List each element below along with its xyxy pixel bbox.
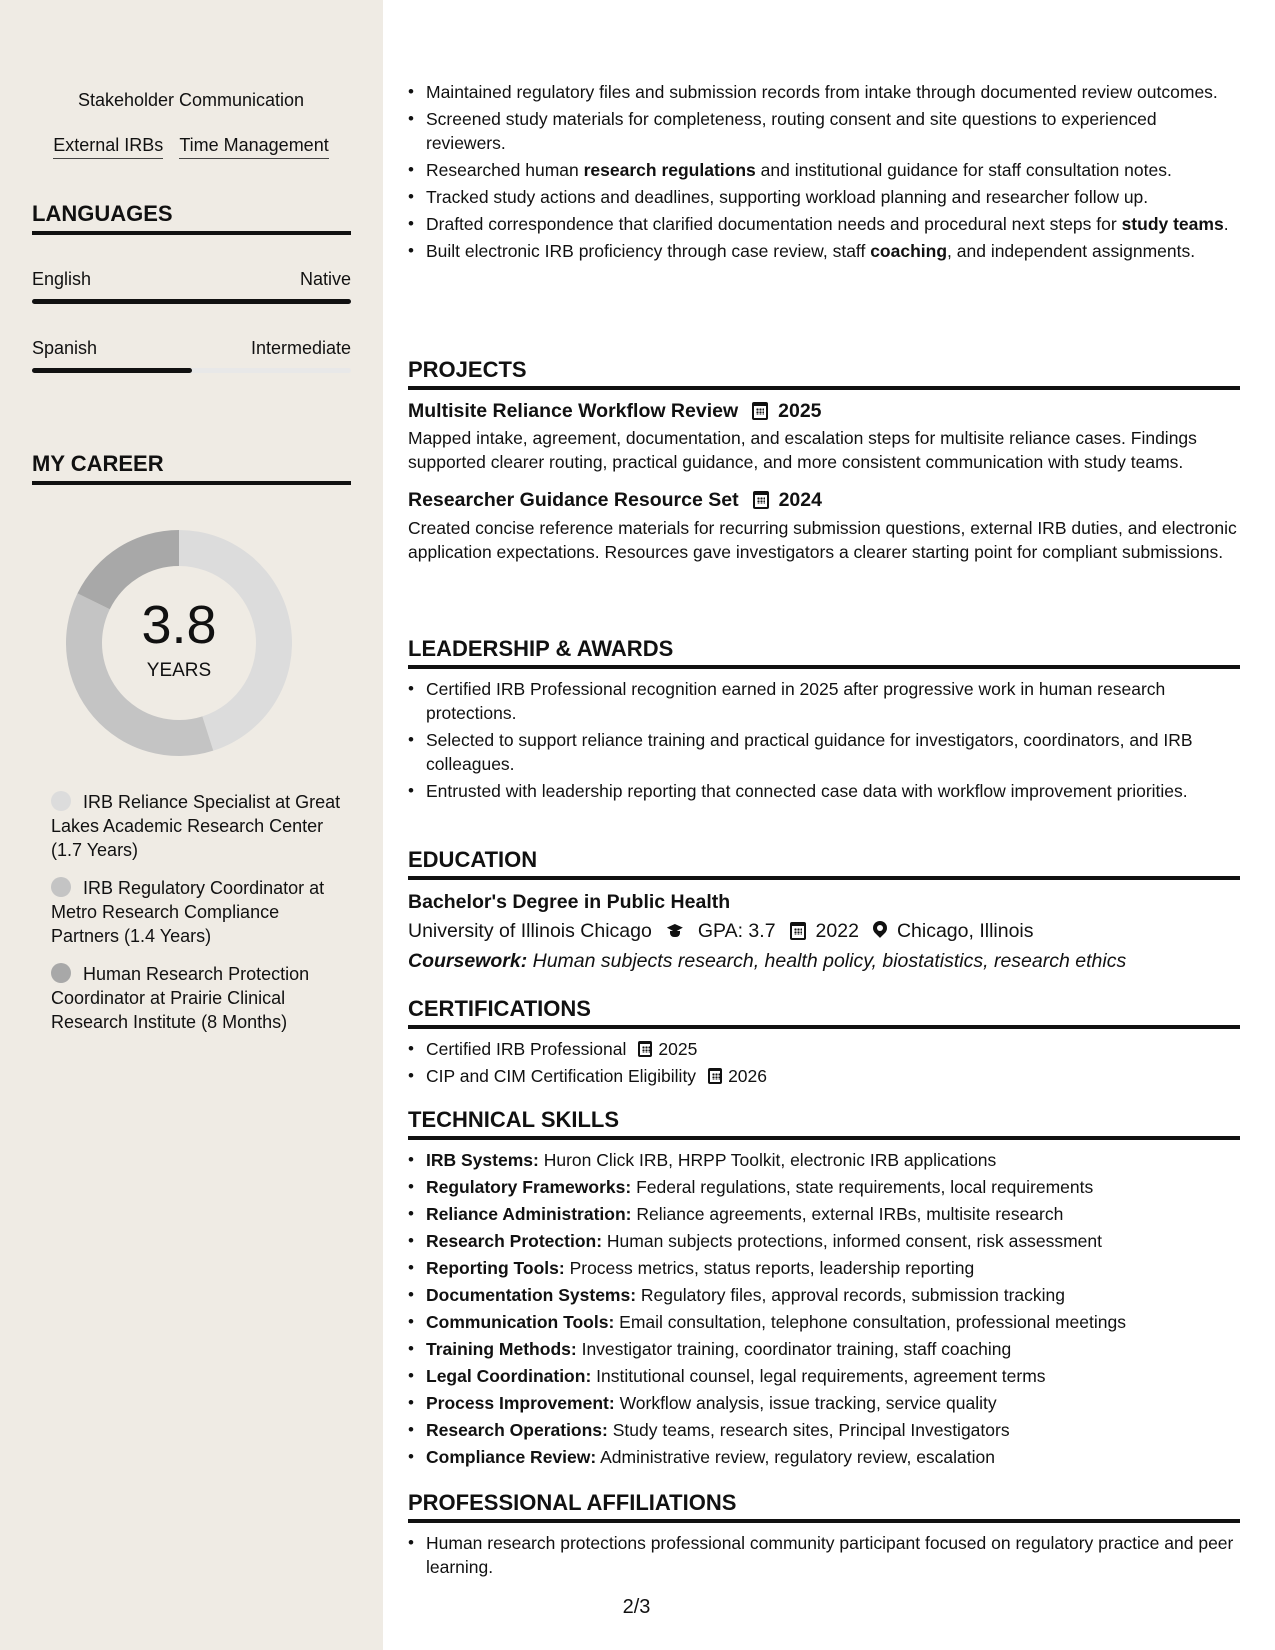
technical-skill-label: Process Improvement: (426, 1393, 615, 1413)
technical-skills-list (408, 1148, 1240, 1469)
project-year: 2024 (778, 489, 822, 511)
technical-skill-item (408, 1175, 1240, 1199)
technical-skill-value: Process metrics, status reports, leadership reporting (569, 1258, 975, 1278)
technical-skill-value: Huron Click IRB, HRPP Toolkit, electronic IRB applications (543, 1150, 997, 1170)
leadership-item: • Selected to support reliance training and practical guidance for investigators, coordinators, and IRB colleagues. (408, 728, 1240, 776)
leadership-item: • Entrusted with leadership reporting that connected case data with workflow improvement priorities. (408, 779, 1240, 803)
technical-skill-item (408, 1445, 1240, 1469)
project-item (408, 398, 1240, 474)
experience-bullet (408, 80, 1240, 104)
education-location: Chicago, Illinois (896, 920, 1034, 942)
language-level: Native (299, 269, 351, 289)
leadership-list (408, 677, 1240, 803)
career-item (51, 876, 341, 948)
calendar-icon (708, 1068, 722, 1084)
technical-skill-label: IRB Systems: (426, 1150, 539, 1170)
skill-tags (32, 88, 350, 159)
experience-bullet-emphasis: research regulations (583, 160, 756, 180)
skill-tag: External IRBs (53, 133, 163, 159)
language-name: Spanish (32, 338, 98, 358)
technical-skill-label: Reporting Tools: (426, 1258, 565, 1278)
coursework (408, 947, 1240, 975)
experience-bullet (408, 212, 1240, 236)
career-item-text: IRB Reliance Specialist at Great Lakes Academic Research Center (1.7 Years) (51, 792, 341, 860)
technical-skill-value: Administrative review, regulatory review, escalation (600, 1447, 996, 1467)
technical-skill-item (408, 1337, 1240, 1361)
leadership-section (408, 635, 1240, 806)
skill-tag: Time Management (179, 133, 328, 159)
language-proficiency-bar (32, 368, 351, 373)
technical-skill-label: Regulatory Frameworks: (426, 1177, 632, 1197)
technical-skill-label: Legal Coordination: (426, 1366, 592, 1386)
experience-bullet-emphasis: coaching (870, 241, 948, 261)
technical-skill-label: Research Protection: (426, 1231, 603, 1251)
language-proficiency-fill (32, 368, 192, 373)
certifications-heading: CERTIFICATIONS (408, 995, 1240, 1029)
certification-year: 2025 (658, 1039, 698, 1059)
technical-skill-item (408, 1256, 1240, 1280)
technical-skill-item (408, 1310, 1240, 1334)
technical-skills-heading: TECHNICAL SKILLS (408, 1106, 1240, 1140)
technical-skill-item (408, 1229, 1240, 1253)
main-content (408, 0, 1240, 1650)
project-title: Multisite Reliance Workflow Review (408, 400, 739, 422)
technical-skill-item (408, 1283, 1240, 1307)
experience-bullet (408, 107, 1240, 155)
technical-skill-label: Communication Tools: (426, 1312, 615, 1332)
technical-skill-label: Compliance Review: (426, 1447, 597, 1467)
technical-skill-value: Human subjects protections, informed consent, risk assessment (606, 1231, 1102, 1251)
languages-heading: LANGUAGES (32, 200, 351, 235)
technical-skill-label: Research Operations: (426, 1420, 608, 1440)
education-section (408, 846, 1240, 975)
technical-skill-item (408, 1202, 1240, 1226)
education-heading: EDUCATION (408, 846, 1240, 880)
certification-item (408, 1064, 1240, 1088)
career-heading: MY CAREER (32, 450, 351, 485)
affiliations-list (408, 1531, 1240, 1579)
sidebar (0, 0, 383, 1650)
career-item-text: Human Research Protection Coordinator at Prairie Clinical Research Institute (8 Months) (51, 964, 310, 1032)
technical-skill-item (408, 1391, 1240, 1415)
certifications-list (408, 1037, 1240, 1088)
certification-item (408, 1037, 1240, 1061)
technical-skill-value: Study teams, research sites, Principal Investigators (612, 1420, 1010, 1440)
experience-bullet-text: Maintained regulatory files and submission records from intake through documented review outcomes. (426, 82, 1218, 102)
career-total-value: 3.8 (141, 595, 217, 655)
affiliation-item: • Human research protections professional community participant focused on regulatory practice and peer learning. (408, 1531, 1240, 1579)
project-year: 2025 (778, 400, 822, 422)
degree-title: Bachelor's Degree in Public Health (408, 891, 731, 913)
career-total-unit: YEARS (146, 660, 212, 681)
leadership-item: • Certified IRB Professional recognition earned in 2025 after progressive work in human research protections. (408, 677, 1240, 725)
technical-skill-label: Documentation Systems: (426, 1285, 637, 1305)
calendar-icon (790, 922, 806, 940)
affiliations-heading: PROFESSIONAL AFFILIATIONS (408, 1489, 1240, 1523)
page-number (0, 1596, 1275, 1619)
experience-bullet-text: Drafted correspondence that clarified documentation needs and procedural next steps for (426, 214, 1122, 234)
experience-bullet-text: Screened study materials for completeness, routing consent and site questions to experienced reviewers. (426, 109, 1157, 153)
calendar-icon (638, 1041, 652, 1057)
technical-skill-value: Workflow analysis, issue tracking, service quality (619, 1393, 997, 1413)
technical-skill-value: Investigator training, coordinator training, staff coaching (581, 1339, 1012, 1359)
technical-skill-item (408, 1148, 1240, 1172)
projects-heading: PROJECTS (408, 356, 1240, 390)
education-details (408, 917, 1240, 945)
school-name: University of Illinois Chicago (408, 920, 652, 942)
project-title-row (408, 487, 1240, 513)
language-level: Intermediate (250, 338, 351, 358)
technical-skill-label: Reliance Administration: (426, 1204, 632, 1224)
career-item (51, 962, 341, 1034)
experience-bullets (408, 80, 1240, 266)
technical-skills-section (408, 1106, 1240, 1472)
graduation-year: 2022 (815, 920, 859, 942)
coursework-label: Coursework: (408, 950, 528, 972)
technical-skill-item (408, 1418, 1240, 1442)
project-title-row (408, 398, 1240, 424)
project-title: Researcher Guidance Resource Set (408, 489, 739, 511)
experience-bullet-text: Tracked study actions and deadlines, supporting workload planning and researcher follow up. (426, 187, 1149, 207)
experience-bullet (408, 185, 1240, 209)
technical-skill-value: Institutional counsel, legal requirements, agreement terms (596, 1366, 1046, 1386)
career-legend-dot (51, 791, 71, 811)
certification-name: Certified IRB Professional (426, 1039, 627, 1059)
certifications-section (408, 995, 1240, 1091)
technical-skill-item (408, 1364, 1240, 1388)
language-name: English (32, 269, 92, 289)
technical-skill-value: Federal regulations, state requirements, local requirements (636, 1177, 1094, 1197)
experience-bullet-text: Built electronic IRB proficiency through case review, staff (426, 241, 871, 261)
project-description: Created concise reference materials for recurring submission questions, external IRB duties, and electronic application expectations. Resources gave investigators a clearer starting point for compliant submissions. (408, 518, 1237, 562)
leadership-heading: LEADERSHIP & AWARDS (408, 635, 1240, 669)
language-row (32, 268, 351, 290)
technical-skill-label: Training Methods: (426, 1339, 577, 1359)
career-item (51, 790, 341, 862)
certification-year: 2026 (728, 1066, 767, 1086)
career-legend-dot (51, 963, 71, 983)
project-item (408, 487, 1240, 564)
calendar-icon (753, 491, 769, 509)
affiliations-section (408, 1489, 1240, 1582)
career-donut-chart (66, 530, 292, 756)
location-pin-icon (873, 921, 887, 941)
experience-bullet-text: , and independent assignments. (947, 241, 1196, 261)
page-number-text: 2/3 (622, 1596, 651, 1618)
career-item-text: IRB Regulatory Coordinator at Metro Research Compliance Partners (1.4 Years) (51, 878, 325, 946)
coursework-text: Human subjects research, health policy, biostatistics, research ethics (532, 950, 1127, 972)
gpa: GPA: 3.7 (697, 920, 776, 942)
language-proficiency-bar (32, 299, 351, 304)
technical-skill-value: Email consultation, telephone consultation, professional meetings (619, 1312, 1126, 1332)
calendar-icon (752, 402, 768, 420)
graduation-cap-icon (664, 924, 686, 938)
language-row (32, 337, 351, 359)
language-proficiency-fill (32, 299, 351, 304)
technical-skill-value: Reliance agreements, external IRBs, multisite research (636, 1204, 1064, 1224)
experience-bullet-text: Researched human (426, 160, 584, 180)
technical-skill-value: Regulatory files, approval records, submission tracking (640, 1285, 1065, 1305)
certification-name: CIP and CIM Certification Eligibility (426, 1066, 697, 1086)
career-legend-dot (51, 877, 71, 897)
skill-tag: Stakeholder Communication (77, 90, 305, 110)
experience-bullet-text: and institutional guidance for staff consultation notes. (755, 160, 1172, 180)
experience-bullet-text: . (1223, 214, 1229, 234)
career-list (51, 790, 341, 1048)
experience-bullet (408, 239, 1240, 263)
project-description: Mapped intake, agreement, documentation, and escalation steps for multisite reliance cases. Findings supported clearer routing, practical guidance, and more consistent communication with study teams. (408, 428, 1197, 472)
projects-section (408, 356, 1240, 564)
experience-bullet-emphasis: study teams (1121, 214, 1224, 234)
experience-bullet (408, 158, 1240, 182)
